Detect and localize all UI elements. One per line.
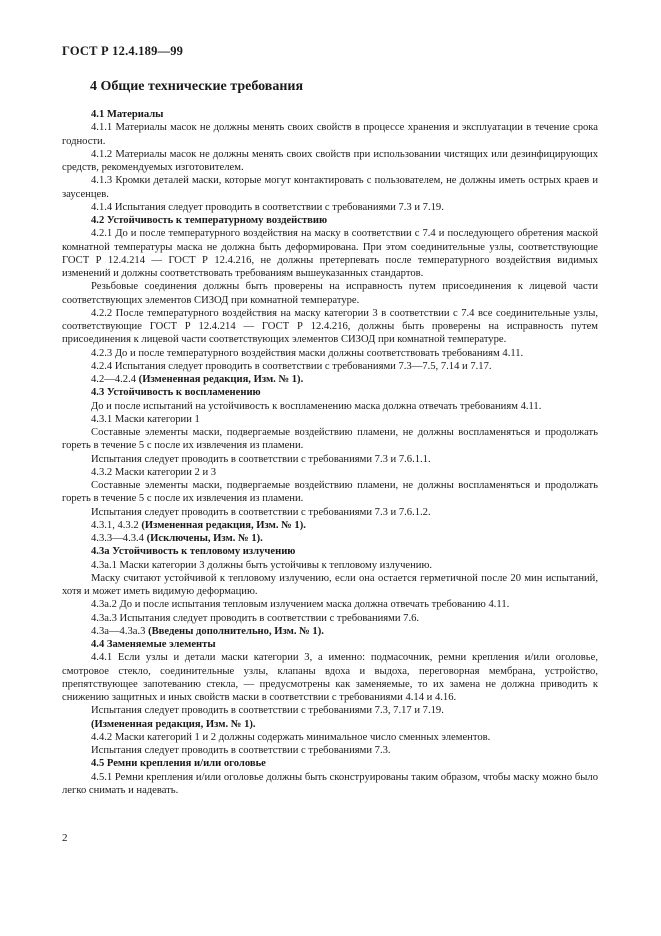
- paragraph: 4.1.4 Испытания следует проводить в соответствии с требованиями 7.3 и 7.19.: [91, 201, 444, 213]
- paragraph: 4.2.2 После температурного воздействия на маску категории 3 в соответствии с 7.4 все соединительные узлы, соответствующие ГОСТ Р 12.4.214 — ГОСТ Р 12.4.216, должны быть проверены на исправность путем присоединения к лицевой части соответствующих элементов СИЗОД при комнатной температуре.: [62, 307, 598, 346]
- document-header: ГОСТ Р 12.4.189—99: [62, 44, 184, 58]
- paragraph: 4.1.3 Кромки деталей маски, которые могут контактировать с пользователем, не должны иметь острых краев и заусенцев.: [62, 175, 598, 200]
- subsection-heading: 4.1 Материалы: [91, 109, 164, 120]
- paragraph: 4.2.4 Испытания следует проводить в соответствии с требованиями 7.3—7.5, 7.14 и 7.17.: [91, 360, 492, 372]
- paragraph: 4.2.1 До и после температурного воздействия на маску в соответствии с 7.4 и последующего обретения маской комнатной температуры маска не должна быть деформирована. При этом соединительные узлы, соответствующие ГОСТ Р 12.4.214 — ГОСТ Р 12.4.216, не должны претерпевать после температурного воздействия видимых изменений и должны соответствовать требованиям вышеуказанных стандартов.: [62, 228, 598, 279]
- paragraph: До и после испытаний на устойчивость к воспламенению маска должна отвечать требованиям 4.11.: [91, 400, 542, 412]
- paragraph: Испытания следует проводить в соответствии с требованиями 7.3 и 7.6.1.1.: [91, 453, 431, 465]
- paragraph-ref: 4.3.3—4.3.4: [91, 533, 147, 544]
- section-title: 4 Общие технические требования: [90, 79, 304, 94]
- subsection-heading: 4.2 Устойчивость к температурному воздействию: [91, 215, 328, 226]
- paragraph: 4.3а.3 Испытания следует проводить в соответствии с требованиями 7.6.: [91, 612, 420, 624]
- paragraph: 4.3а.2 До и после испытания тепловым излучением маска должна отвечать требованию 4.11.: [91, 599, 510, 611]
- paragraph: Испытания следует проводить в соответствии с требованиями 7.3 и 7.6.1.2.: [91, 506, 431, 518]
- paragraph: 4.5.1 Ремни крепления и/или оголовье должны быть сконструированы таким образом, чтобы маску можно было легко снимать и надевать.: [62, 771, 598, 796]
- amendment-note: (Измененная редакция, Изм. № 1).: [91, 718, 256, 730]
- paragraph-ref: 4.3.1, 4.3.2: [91, 519, 142, 531]
- paragraph: 4.3а.1 Маски категории 3 должны быть устойчивы к тепловому излучению.: [91, 559, 433, 571]
- subsection-heading: 4.4 Заменяемые элементы: [91, 639, 216, 650]
- paragraph: Составные элементы маски, подвергаемые воздействию пламени, не должны воспламеняться и продолжать гореть в течение 5 с после их извлечения из пламени.: [62, 480, 598, 505]
- page-number: 2: [62, 832, 68, 844]
- paragraph: Резьбовые соединения должны быть проверены на исправность путем присоединения к лицевой части соответствующих элементов СИЗОД при комнатной температуре.: [62, 281, 598, 306]
- paragraph: 4.2.3 До и после температурного воздействия маски должны соответствовать требованиям 4.11.: [91, 347, 524, 359]
- paragraph: Составные элементы маски, подвергаемые воздействию пламени, не должны воспламеняться и продолжать гореть в течение 5 с после их извлечения из пламени.: [62, 427, 598, 452]
- subsection-heading: 4.3 Устойчивость к воспламенению: [91, 387, 261, 399]
- paragraph: 4.3.2 Маски категории 2 и 3: [91, 466, 217, 478]
- paragraph: [62, 532, 598, 545]
- paragraph-ref: 4.3а—4.3а.3: [91, 625, 149, 637]
- subsection-heading: 4.5 Ремни крепления и/или оголовье: [91, 758, 266, 770]
- amendment-note: (Измененная редакция, Изм. № 1).: [141, 519, 306, 531]
- paragraph: [62, 625, 598, 638]
- paragraph: [62, 519, 598, 532]
- amendment-note: (Введены дополнительно, Изм. № 1).: [148, 625, 324, 637]
- document-body: [62, 108, 598, 797]
- paragraph: 4.4.1 Если узлы и детали маски категории 3, а именно: подмасочник, ремни крепления и/или оголовье, смотровое стекло, соединительные узлы, клапаны вдоха и выдоха, переговорная мембрана, устройство, препятствующее запотеванию стекла, — предусмотрены как заменяемые, то их замена не должна приводить к снижению защитных и иных свойств маски в соответствии с требованиями 4.14 и 4.16.: [62, 652, 598, 703]
- paragraph: [62, 718, 598, 731]
- subsection-heading: 4.3а Устойчивость к тепловому излучению: [91, 546, 296, 558]
- paragraph: Маску считают устойчивой к тепловому излучению, если она остается герметичной после 20 мин испытаний, хотя и может иметь видимую деформацию.: [62, 572, 598, 597]
- amendment-note: (Измененная редакция, Изм. № 1).: [138, 374, 304, 385]
- paragraph: Испытания следует проводить в соответствии с требованиями 7.3.: [91, 745, 391, 756]
- amendment-note: (Исключены, Изм. № 1).: [146, 533, 263, 544]
- paragraph: 4.4.2 Маски категорий 1 и 2 должны содержать минимальное число сменных элементов.: [91, 731, 491, 743]
- paragraph: Испытания следует проводить в соответствии с требованиями 7.3, 7.17 и 7.19.: [91, 705, 444, 717]
- paragraph: 4.1.2 Материалы масок не должны менять своих свойств при использовании чистящих или дезинфицирующих средств, рекомендуемых изготовителем.: [62, 148, 598, 173]
- paragraph: [62, 373, 598, 386]
- paragraph-ref: 4.2—4.2.4: [91, 374, 139, 385]
- paragraph: 4.3.1 Маски категории 1: [91, 413, 200, 425]
- paragraph: 4.1.1 Материалы масок не должны менять своих свойств в процессе хранения и эксплуатации в течение срока годности.: [62, 122, 598, 147]
